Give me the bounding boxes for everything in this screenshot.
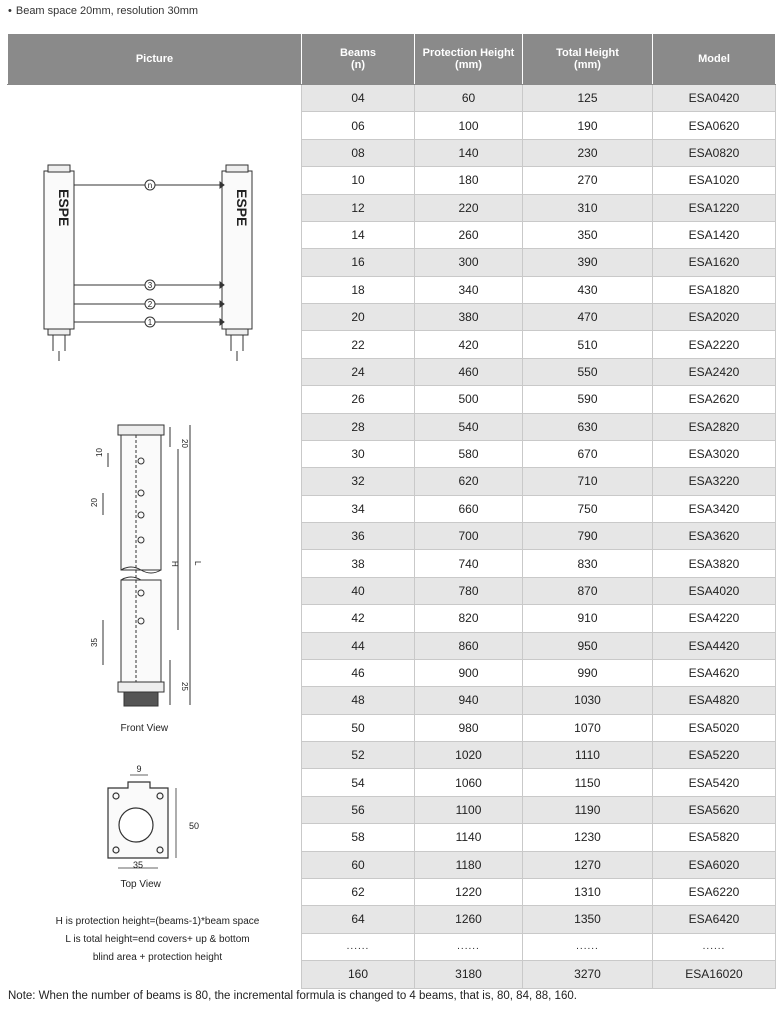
cell-total-height: 870 — [523, 577, 653, 604]
cell-beams: 64 — [302, 906, 415, 933]
cell-total-height: 990 — [523, 659, 653, 686]
cell-beams: 52 — [302, 742, 415, 769]
cell-total-height: 390 — [523, 249, 653, 276]
header-picture: Picture — [8, 34, 302, 85]
cell-total-height: 470 — [523, 304, 653, 331]
cell-protection-height: 740 — [415, 550, 523, 577]
top-note — [8, 5, 198, 17]
cell-protection-height: ...... — [415, 933, 523, 960]
top-view-caption: Top View — [120, 879, 161, 890]
top-note-text: Beam space 20mm, resolution 30mm — [15, 5, 199, 17]
cell-beams: 28 — [302, 413, 415, 440]
cell-protection-height: 1060 — [415, 769, 523, 796]
cell-total-height: 1310 — [523, 878, 653, 905]
cell-total-height: 230 — [523, 139, 653, 166]
cell-beams: 06 — [302, 112, 415, 139]
cell-total-height: 830 — [523, 550, 653, 577]
dim-20-pitch: 20 — [89, 498, 99, 507]
cell-protection-height: 1140 — [415, 824, 523, 851]
cell-model: ESA5220 — [653, 742, 776, 769]
cell-beams: 08 — [302, 139, 415, 166]
cell-model: ESA1620 — [653, 249, 776, 276]
cell-total-height: 910 — [523, 605, 653, 632]
product-drawings — [8, 85, 301, 988]
header-beams: Beams (n) — [302, 34, 415, 85]
cell-total-height: 430 — [523, 276, 653, 303]
cell-model: ESA5020 — [653, 714, 776, 741]
cell-model: ESA3220 — [653, 468, 776, 495]
cell-protection-height: 180 — [415, 167, 523, 194]
cell-beams: 160 — [302, 961, 415, 989]
cell-model: ESA1820 — [653, 276, 776, 303]
brand-left-label: ESPE — [55, 189, 72, 227]
cell-model: ESA6220 — [653, 878, 776, 905]
cell-total-height: 1150 — [523, 769, 653, 796]
top-view-drawing — [108, 775, 176, 868]
top-dim-35: 35 — [132, 860, 143, 870]
cell-model: ESA4620 — [653, 659, 776, 686]
cell-beams: 20 — [302, 304, 415, 331]
cell-beams: 16 — [302, 249, 415, 276]
cell-beams: 30 — [302, 440, 415, 467]
drawing-canvas — [8, 85, 301, 988]
cell-total-height: 1030 — [523, 687, 653, 714]
cell-beams: 36 — [302, 523, 415, 550]
cell-total-height: 1110 — [523, 742, 653, 769]
legend-line: L is total height=end covers+ up & bottom — [65, 934, 250, 945]
front-view-caption: Front View — [120, 723, 169, 734]
cell-model: ESA5420 — [653, 769, 776, 796]
dim-h: H — [169, 561, 179, 567]
cell-total-height: 350 — [523, 221, 653, 248]
cell-protection-height: 780 — [415, 577, 523, 604]
cell-model: ESA16020 — [653, 961, 776, 989]
top-dim-50: 50 — [188, 821, 199, 831]
header-protection-height: Protection Height (mm) — [415, 34, 523, 85]
dim-10: 10 — [94, 448, 104, 457]
cell-model: ESA2220 — [653, 331, 776, 358]
cell-beams: 60 — [302, 851, 415, 878]
cell-protection-height: 1260 — [415, 906, 523, 933]
cell-model: ESA1220 — [653, 194, 776, 221]
top-dim-9: 9 — [135, 764, 142, 774]
cell-beams: 54 — [302, 769, 415, 796]
cell-model: ESA2420 — [653, 358, 776, 385]
cell-protection-height: 860 — [415, 632, 523, 659]
beam-2-label: 2 — [147, 300, 152, 309]
cell-model: ESA0820 — [653, 139, 776, 166]
cell-model: ESA3620 — [653, 523, 776, 550]
cell-total-height: 3270 — [523, 961, 653, 989]
cell-protection-height: 420 — [415, 331, 523, 358]
cell-total-height: 950 — [523, 632, 653, 659]
cell-beams: 32 — [302, 468, 415, 495]
cell-model: ESA4820 — [653, 687, 776, 714]
cell-beams: 46 — [302, 659, 415, 686]
cell-protection-height: 220 — [415, 194, 523, 221]
bottom-note: Note: When the number of beams is 80, the incremental formula is changed to 4 beams, that is, 80, 84, 88, 160. — [8, 990, 577, 1002]
cell-model: ESA0420 — [653, 85, 776, 112]
cell-protection-height: 3180 — [415, 961, 523, 989]
header-total-height: Total Height (mm) — [523, 34, 653, 85]
cell-total-height: 1350 — [523, 906, 653, 933]
cell-model: ESA5620 — [653, 796, 776, 823]
cell-protection-height: 60 — [415, 85, 523, 112]
cell-protection-height: 620 — [415, 468, 523, 495]
cell-protection-height: 340 — [415, 276, 523, 303]
dim-25: 25 — [179, 682, 189, 691]
cell-beams: 62 — [302, 878, 415, 905]
cell-beams: 14 — [302, 221, 415, 248]
cell-beams: 10 — [302, 167, 415, 194]
cell-beams: 04 — [302, 85, 415, 112]
cell-beams: 58 — [302, 824, 415, 851]
cell-model: ESA4420 — [653, 632, 776, 659]
cell-protection-height: 980 — [415, 714, 523, 741]
cell-model: ESA1020 — [653, 167, 776, 194]
cell-beams: 24 — [302, 358, 415, 385]
cell-protection-height: 300 — [415, 249, 523, 276]
cell-beams: 40 — [302, 577, 415, 604]
cell-model: ESA6420 — [653, 906, 776, 933]
cell-protection-height: 260 — [415, 221, 523, 248]
cell-protection-height: 700 — [415, 523, 523, 550]
cell-beams: 48 — [302, 687, 415, 714]
cell-model: ESA4020 — [653, 577, 776, 604]
cell-protection-height: 140 — [415, 139, 523, 166]
brand-right-label: ESPE — [233, 189, 250, 227]
cell-protection-height: 540 — [415, 413, 523, 440]
cell-model: ESA3420 — [653, 495, 776, 522]
cell-beams: 12 — [302, 194, 415, 221]
legend-line: blind area + protection height — [92, 952, 223, 963]
cell-protection-height: 660 — [415, 495, 523, 522]
cell-beams: 56 — [302, 796, 415, 823]
table-header-row — [8, 34, 776, 85]
light-curtain-pair — [44, 165, 252, 361]
cell-total-height: 590 — [523, 386, 653, 413]
cell-total-height: 550 — [523, 358, 653, 385]
cell-model: ESA3820 — [653, 550, 776, 577]
cell-total-height: 270 — [523, 167, 653, 194]
cell-beams: 50 — [302, 714, 415, 741]
cell-protection-height: 500 — [415, 386, 523, 413]
cell-total-height: 1070 — [523, 714, 653, 741]
cell-protection-height: 1180 — [415, 851, 523, 878]
cell-total-height: 630 — [523, 413, 653, 440]
legend-line: H is protection height=(beams-1)*beam space — [55, 916, 260, 927]
cell-total-height: 310 — [523, 194, 653, 221]
cell-beams: 44 — [302, 632, 415, 659]
cell-beams: ...... — [302, 933, 415, 960]
cell-model: ...... — [653, 933, 776, 960]
cell-total-height: 1230 — [523, 824, 653, 851]
cell-beams: 38 — [302, 550, 415, 577]
cell-total-height: 510 — [523, 331, 653, 358]
cell-beams: 26 — [302, 386, 415, 413]
cell-model: ESA1420 — [653, 221, 776, 248]
cell-beams: 34 — [302, 495, 415, 522]
cell-protection-height: 1220 — [415, 878, 523, 905]
cell-total-height: 670 — [523, 440, 653, 467]
cell-total-height: ...... — [523, 933, 653, 960]
header-model: Model — [653, 34, 776, 85]
cell-total-height: 790 — [523, 523, 653, 550]
cell-model: ESA6020 — [653, 851, 776, 878]
cell-model: ESA4220 — [653, 605, 776, 632]
dim-l: L — [192, 561, 202, 566]
cell-model: ESA2820 — [653, 413, 776, 440]
picture-cell — [8, 85, 302, 989]
dim-20-top: 20 — [179, 439, 189, 448]
beam-1-label: 1 — [147, 318, 152, 327]
cell-protection-height: 460 — [415, 358, 523, 385]
beam-n-label: n — [147, 181, 152, 190]
cell-model: ESA5820 — [653, 824, 776, 851]
cell-total-height: 750 — [523, 495, 653, 522]
cell-protection-height: 100 — [415, 112, 523, 139]
cell-protection-height: 580 — [415, 440, 523, 467]
table-row — [8, 85, 776, 112]
cell-model: ESA2020 — [653, 304, 776, 331]
cell-protection-height: 1020 — [415, 742, 523, 769]
spec-table — [7, 33, 776, 989]
cell-beams: 22 — [302, 331, 415, 358]
cell-total-height: 1270 — [523, 851, 653, 878]
cell-beams: 18 — [302, 276, 415, 303]
cell-total-height: 190 — [523, 112, 653, 139]
beam-3-label: 3 — [147, 281, 152, 290]
cell-model: ESA2620 — [653, 386, 776, 413]
cell-protection-height: 900 — [415, 659, 523, 686]
cell-model: ESA0620 — [653, 112, 776, 139]
cell-protection-height: 380 — [415, 304, 523, 331]
cell-beams: 42 — [302, 605, 415, 632]
legend — [13, 913, 303, 967]
cell-total-height: 710 — [523, 468, 653, 495]
cell-protection-height: 820 — [415, 605, 523, 632]
cell-total-height: 1190 — [523, 796, 653, 823]
cell-protection-height: 1100 — [415, 796, 523, 823]
dim-35: 35 — [89, 638, 99, 647]
cell-model: ESA3020 — [653, 440, 776, 467]
cell-total-height: 125 — [523, 85, 653, 112]
bullet-icon: • — [8, 5, 12, 17]
cell-protection-height: 940 — [415, 687, 523, 714]
